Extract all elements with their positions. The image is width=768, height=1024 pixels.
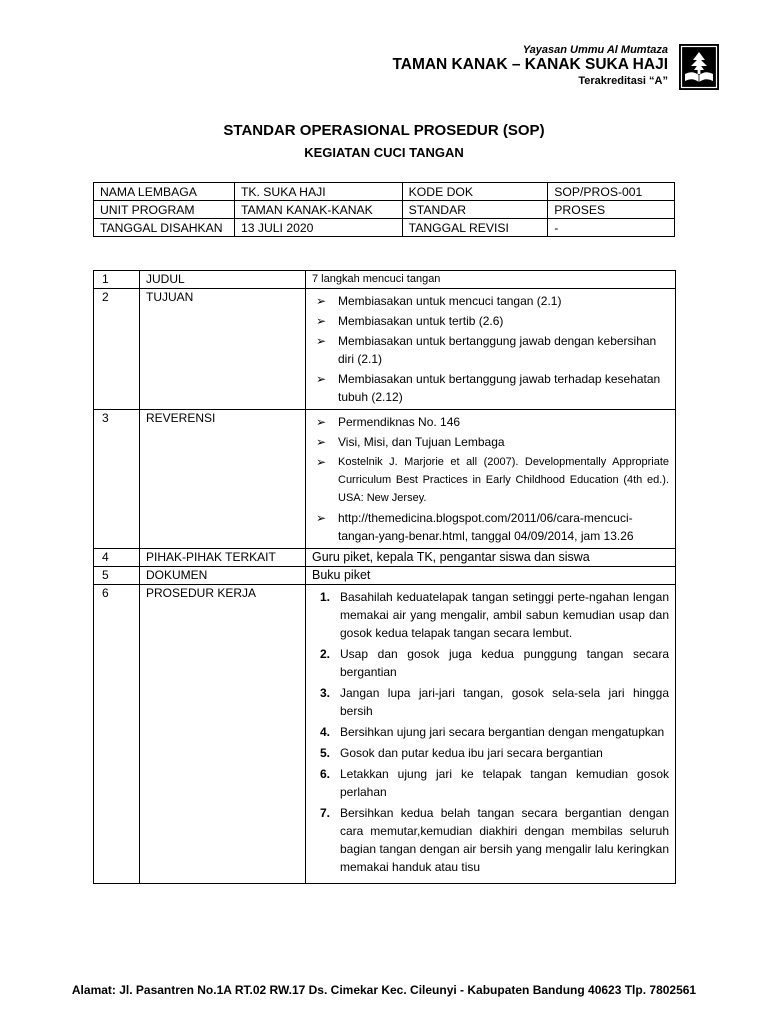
row-label: PIHAK-PIHAK TERKAIT bbox=[140, 549, 306, 567]
info-cell: TANGGAL REVISI bbox=[402, 219, 548, 237]
step-item: 2. Usap dan gosok juga kedua punggung tangan secara bergantian bbox=[320, 647, 669, 679]
step-item: 7. Bersihkan kedua belah tangan secara bergantian dengan cara memutar,kemudian diakhiri dengan membilas seluruh bagian tangan dengan air bersih yang mengalir lalu keringkan memakai handuk atau tisu bbox=[320, 806, 669, 874]
sop-table bbox=[93, 270, 676, 884]
foundation-name: Yayasan Ummu Al Mumtaza bbox=[522, 44, 668, 56]
dokumen-value: Buku piket bbox=[306, 567, 676, 585]
list-item: ➢ Membiasakan untuk mencuci tangan (2.1) bbox=[316, 294, 562, 308]
info-cell: STANDAR bbox=[402, 201, 548, 219]
reference-link: http://themedicina.blogspot.com/2011/06/cara-mencuci-tangan-yang-benar.html, tanggal 04/09/2014, jam 13.26 bbox=[338, 511, 634, 543]
info-cell: 13 JULI 2020 bbox=[234, 219, 402, 237]
row-number: 6 bbox=[94, 585, 140, 884]
row-number: 5 bbox=[94, 567, 140, 585]
step-item: 5. Gosok dan putar kedua ibu jari secara bergantian bbox=[320, 746, 603, 760]
step-item: 6. Letakkan ujung jari ke telapak tangan kemudian gosok perlahan bbox=[320, 767, 669, 799]
row-tujuan bbox=[94, 289, 676, 410]
step-item: 4. Bersihkan ujung jari secara bergantian dengan mengatupkan bbox=[320, 725, 665, 739]
document-title: STANDAR OPERASIONAL PROSEDUR (SOP) bbox=[223, 122, 545, 139]
row-label: REVERENSI bbox=[140, 410, 306, 549]
info-row bbox=[94, 201, 675, 219]
row-label: PROSEDUR KERJA bbox=[140, 585, 306, 884]
info-cell: - bbox=[548, 219, 675, 237]
info-cell: TK. SUKA HAJI bbox=[234, 183, 402, 201]
info-cell: TANGGAL DISAHKAN bbox=[94, 219, 235, 237]
list-item: ➢ Visi, Misi, dan Tujuan Lembaga bbox=[316, 435, 505, 449]
prosedur-steps bbox=[306, 585, 676, 884]
arrow-bullet-icon: ➢ bbox=[316, 455, 327, 469]
info-cell: TAMAN KANAK-KANAK bbox=[234, 201, 402, 219]
referensi-list bbox=[306, 410, 676, 549]
row-pihak bbox=[94, 549, 676, 567]
accreditation: Terakreditasi “A” bbox=[578, 75, 668, 87]
info-cell: PROSES bbox=[548, 201, 675, 219]
info-row bbox=[94, 219, 675, 237]
pihak-value: Guru piket, kepala TK, pengantar siswa dan siswa bbox=[306, 549, 676, 567]
row-number: 1 bbox=[94, 271, 140, 289]
row-number: 2 bbox=[94, 289, 140, 410]
arrow-bullet-icon: ➢ bbox=[316, 334, 327, 348]
info-cell: NAMA LEMBAGA bbox=[94, 183, 235, 201]
info-cell: UNIT PROGRAM bbox=[94, 201, 235, 219]
row-dokumen bbox=[94, 567, 676, 585]
row-referensi bbox=[94, 410, 676, 549]
row-label: TUJUAN bbox=[140, 289, 306, 410]
step-item: 1. Basahilah keduatelapak tangan setinggi perte-ngahan lengan memakai air yang mengalir, ambil sabun kemudian usap dan gosok kedua telapak tangan secara lembut. bbox=[320, 590, 669, 640]
arrow-bullet-icon: ➢ bbox=[316, 294, 327, 308]
list-item bbox=[312, 509, 669, 545]
info-cell: SOP/PROS-001 bbox=[548, 183, 675, 201]
list-item: ➢ Kostelnik J. Marjorie et all (2007). Developmentally Appropriate Curriculum Best Practices in Early Childhood Education (4th ed.). USA: New Jersey. bbox=[316, 455, 669, 504]
list-item: ➢ Membiasakan untuk bertanggung jawab terhadap kesehatan tubuh (2.12) bbox=[316, 372, 661, 404]
row-prosedur bbox=[94, 585, 676, 884]
arrow-bullet-icon: ➢ bbox=[316, 435, 327, 449]
row-number: 4 bbox=[94, 549, 140, 567]
tujuan-list bbox=[306, 289, 676, 410]
school-logo-icon bbox=[679, 44, 719, 90]
arrow-bullet-icon: ➢ bbox=[316, 511, 327, 525]
arrow-bullet-icon: ➢ bbox=[316, 415, 327, 429]
document-subtitle: KEGIATAN CUCI TANGAN bbox=[304, 145, 464, 160]
list-item: ➢ Membiasakan untuk bertanggung jawab dengan kebersihan diri (2.1) bbox=[316, 334, 657, 366]
row-label: DOKUMEN bbox=[140, 567, 306, 585]
list-item: ➢ Permendiknas No. 146 bbox=[316, 415, 461, 429]
info-cell: KODE DOK bbox=[402, 183, 548, 201]
footer-address: Alamat: Jl. Pasantren No.1A RT.02 RW.17 Ds. Cimekar Kec. Cileunyi - Kabupaten Bandung 40623 Tlp. 7802561 bbox=[71, 983, 697, 997]
row-number: 3 bbox=[94, 410, 140, 549]
school-name: TAMAN KANAK – KANAK SUKA HAJI bbox=[392, 56, 668, 73]
info-table bbox=[93, 182, 675, 237]
list-item: ➢ Membiasakan untuk tertib (2.6) bbox=[316, 314, 504, 328]
row-judul bbox=[94, 271, 676, 289]
info-row bbox=[94, 183, 675, 201]
row-label: JUDUL bbox=[140, 271, 306, 289]
arrow-bullet-icon: ➢ bbox=[316, 372, 327, 386]
arrow-bullet-icon: ➢ bbox=[316, 314, 327, 328]
step-item: 3. Jangan lupa jari-jari tangan, gosok sela-sela jari hingga bersih bbox=[320, 686, 669, 718]
judul-value: 7 langkah mencuci tangan bbox=[306, 271, 676, 289]
